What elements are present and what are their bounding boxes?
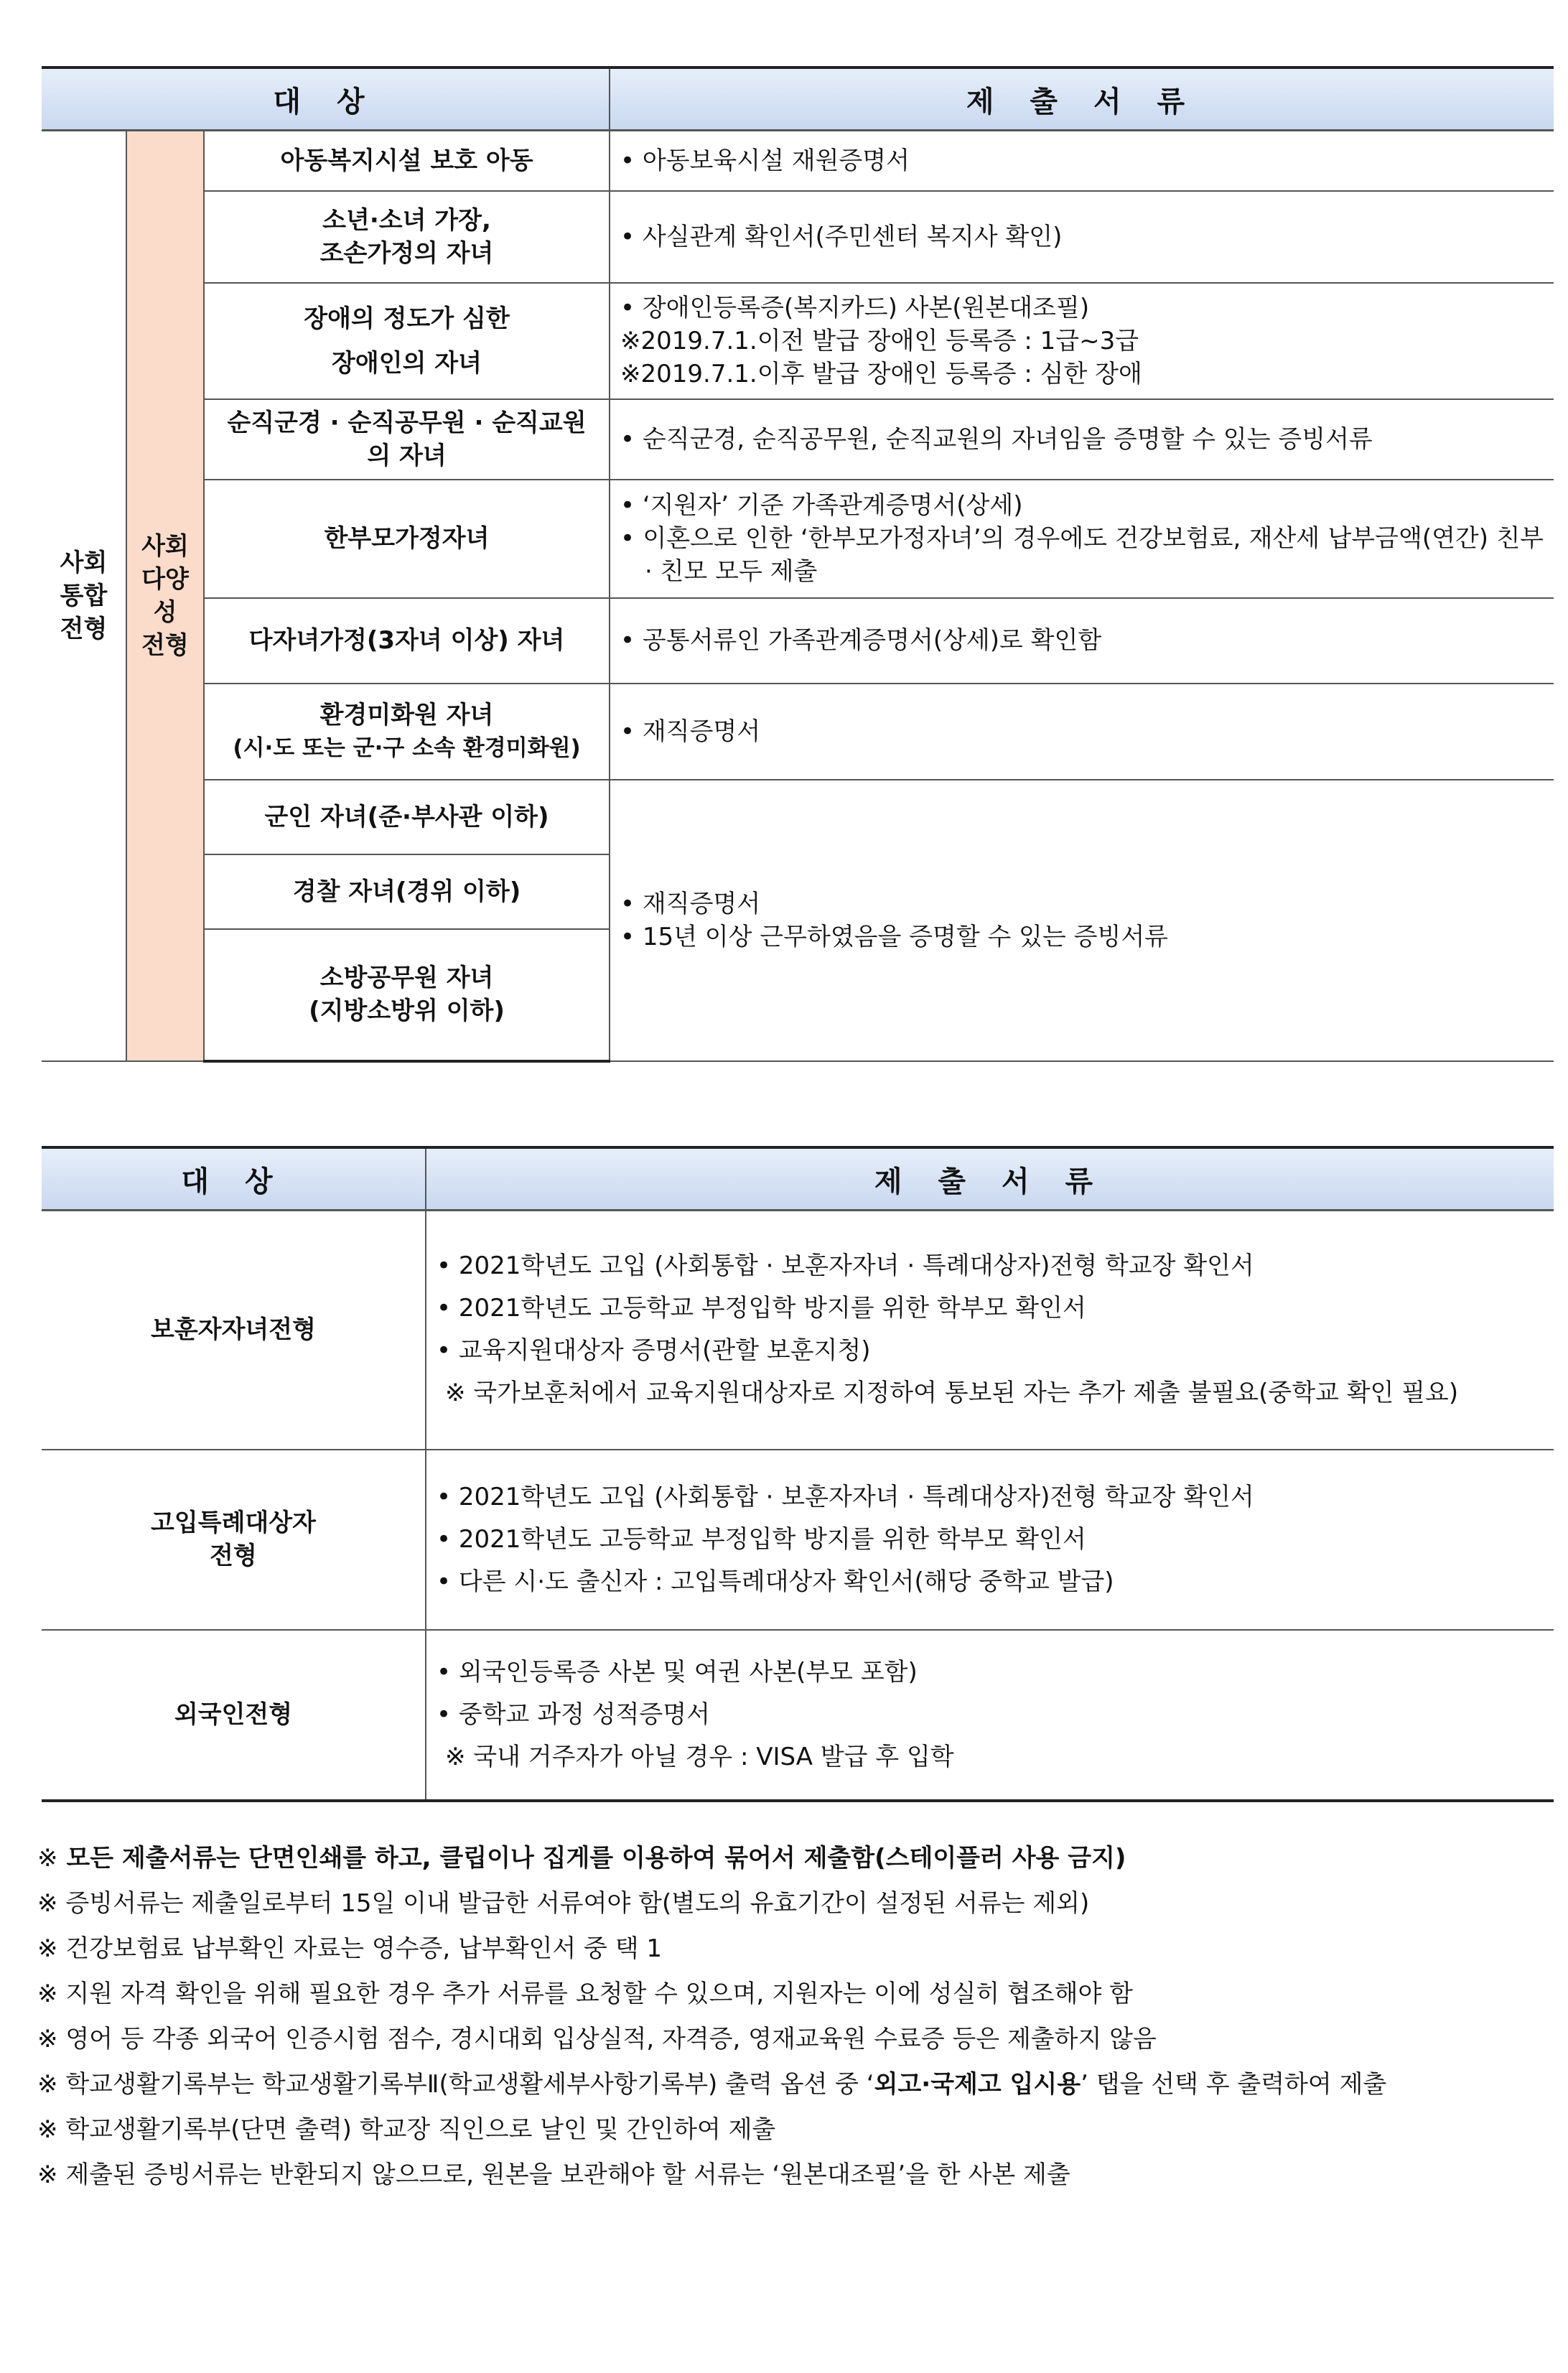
reference-mark: ※	[37, 1934, 58, 1963]
table-row	[42, 283, 1554, 399]
table-row	[42, 131, 1554, 191]
notes-list	[37, 1836, 1554, 2198]
target-cell: 고입특례대상자 전형	[42, 1450, 426, 1630]
target-cell: 보훈자자녀전형	[42, 1211, 426, 1450]
documents-cell: • 사실관계 확인서(주민센터 복지사 확인)	[610, 191, 1554, 283]
target-cell: 군인 자녀(준·부사관 이하)	[204, 780, 610, 854]
documents-cell: • 공통서류인 가족관계증명서(상세)로 확인함	[610, 598, 1554, 684]
reference-mark: ※	[37, 2115, 58, 2144]
note-item: ※ 지원 자격 확인을 위해 필요한 경우 추가 서류를 요청할 수 있으며, 지원자는 이에 성실히 협조해야 함	[37, 1980, 1133, 2008]
documents-cell: • 아동보육시설 재원증명서	[610, 131, 1554, 191]
table-row	[42, 780, 1554, 854]
documents-cell: • 재직증명서	[610, 684, 1554, 780]
target-cell: 경찰 자녀(경위 이하)	[204, 854, 610, 929]
emphasis-text: 외고·국제고 입시용	[874, 2070, 1081, 2099]
target-cell: 순직군경 · 순직공무원 · 순직교원 의 자녀	[204, 399, 610, 480]
documents-cell: • ‘지원자’ 기준 가족관계증명서(상세) • 이혼으로 인한 ‘한부모가정자녀’의 경우에도 건강보험료, 재산세 납부금액(연간) 친부 · 친모 모두 제출	[610, 480, 1554, 598]
table-row	[42, 191, 1554, 283]
target-cell: 한부모가정자녀	[204, 480, 610, 598]
reference-mark: ※	[37, 2160, 58, 2189]
table-row	[42, 1211, 1554, 1450]
group-label-social-integration: 사회 통합 전형	[42, 131, 126, 1061]
header-documents: 제 출 서 류	[426, 1147, 1554, 1211]
table-row	[42, 598, 1554, 684]
group-label-social-diversity: 사회 다양 성 전형	[126, 131, 204, 1061]
note-item: ※ 영어 등 각종 외국어 인증시험 점수, 경시대회 입상실적, 자격증, 영재교육원 수료증 등은 제출하지 않음	[37, 2025, 1157, 2053]
reference-mark: ※	[37, 1980, 58, 2008]
table-row	[42, 1630, 1554, 1801]
note-item: ※ 학교생활기록부(단면 출력) 학교장 직인으로 날인 및 간인하여 제출	[37, 2115, 776, 2144]
documents-cell: • 2021학년도 고입 (사회통합 · 보훈자자녀 · 특례대상자)전형 학교장 확인서 • 2021학년도 고등학교 부정입학 방지를 위한 학부모 확인서 • 교육지원대상자 증명서(관할 보훈지청) ※ 국가보훈처에서 교육지원대상자로 지정하여 통보된 자는 추가 제출 불필요(중학교 확인 필요)	[426, 1211, 1554, 1450]
target-cell: 환경미화원 자녀 (시·도 또는 군·구 소속 환경미화원)	[204, 684, 610, 780]
table-row	[42, 1450, 1554, 1630]
social-integration-table	[42, 66, 1554, 1063]
note-item: ※ 학교생활기록부는 학교생활기록부Ⅱ(학교생활세부사항기록부) 출력 옵션 중 ‘외고·국제고 입시용’ 탭을 선택 후 출력하여 제출	[37, 2070, 1387, 2099]
table-row	[42, 480, 1554, 598]
table-row	[42, 684, 1554, 780]
target-cell: 소방공무원 자녀 (지방소방위 이하)	[204, 929, 610, 1061]
reference-mark: ※	[37, 2025, 58, 2053]
note-item: ※ 제출된 증빙서류는 반환되지 않으므로, 원본을 보관해야 할 서류는 ‘원본대조필’을 한 사본 제출	[37, 2160, 1070, 2189]
table-header-row	[42, 67, 1554, 131]
target-cell: 장애의 정도가 심한 장애인의 자녀	[204, 283, 610, 399]
target-cell: 외국인전형	[42, 1630, 426, 1801]
table-row	[42, 399, 1554, 480]
header-target: 대 상	[42, 1147, 426, 1211]
reference-mark: ※	[37, 1889, 58, 1918]
note-item: ※ 모든 제출서류는 단면인쇄를 하고, 클립이나 집게를 이용하여 묶어서 제출함(스테이플러 사용 금지)	[37, 1844, 1126, 1873]
header-documents: 제 출 서 류	[610, 67, 1554, 131]
documents-cell: • 순직군경, 순직공무원, 순직교원의 자녀임을 증명할 수 있는 증빙서류	[610, 399, 1554, 480]
target-cell: 아동복지시설 보호 아동	[204, 131, 610, 191]
documents-cell: • 장애인등록증(복지카드) 사본(원본대조필) ※2019.7.1.이전 발급 장애인 등록증 : 1급~3급 ※2019.7.1.이후 발급 장애인 등록증 : 심한 장애	[610, 283, 1554, 399]
table-header-row	[42, 1147, 1554, 1211]
special-admission-table	[42, 1146, 1554, 1802]
documents-cell: • 외국인등록증 사본 및 여권 사본(부모 포함) • 중학교 과정 성적증명서 ※ 국내 거주자가 아닐 경우 : VISA 발급 후 입학	[426, 1630, 1554, 1801]
reference-mark: ※	[37, 1844, 58, 1873]
reference-mark: ※	[37, 2070, 58, 2099]
target-cell: 소년·소녀 가장, 조손가정의 자녀	[204, 191, 610, 283]
documents-cell-shared: • 재직증명서 • 15년 이상 근무하였음을 증명할 수 있는 증빙서류	[610, 780, 1554, 1061]
header-target: 대 상	[42, 67, 610, 131]
documents-cell: • 2021학년도 고입 (사회통합 · 보훈자자녀 · 특례대상자)전형 학교장 확인서 • 2021학년도 고등학교 부정입학 방지를 위한 학부모 확인서 • 다른 시·도 출신자 : 고입특례대상자 확인서(해당 중학교 발급)	[426, 1450, 1554, 1630]
note-item: ※ 건강보험료 납부확인 자료는 영수증, 납부확인서 중 택 1	[37, 1934, 662, 1963]
target-cell: 다자녀가정(3자녀 이상) 자녀	[204, 598, 610, 684]
note-item: ※ 증빙서류는 제출일로부터 15일 이내 발급한 서류여야 함(별도의 유효기간이 설정된 서류는 제외)	[37, 1889, 1090, 1918]
